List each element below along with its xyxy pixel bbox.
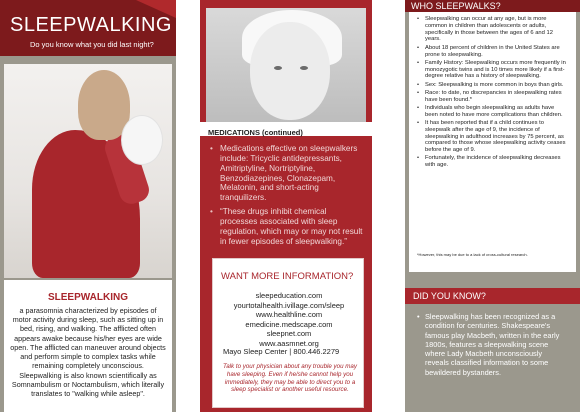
info-heading: WANT MORE INFORMATION? [221,271,354,282]
child-face-shape [250,22,330,120]
main-title: SLEEPWALKING [10,14,172,36]
list-item: • Sex: Sleepwalking is more common in boys than girls. [417,82,567,89]
did-you-know-bar [405,288,580,304]
child-photo [206,8,366,122]
info-box [212,258,364,408]
list-item: • About 18 percent of children in the United States are prone to sleepwalking. [417,45,567,59]
facts-list [417,16,567,171]
girl-hair-shape [78,70,130,140]
resource-link[interactable]: yourtotalhealth.ivillage.com/sleep [233,300,345,310]
resource-link[interactable]: sleepeducation.com [255,291,323,300]
main-subtitle: Do you know what you did last night? [30,40,154,49]
panel-sleepwalking [0,0,176,412]
list-item: • Sleepwalking has been recognized as a condition for centuries. Shakespeare's famous play Macbeth, written in the early 1800s, features a sleepwalking scene where Lady Macbeth unconsciously reveals classified information to some bewildered bystanders. [417,312,567,377]
physician-note: Talk to your physician about any trouble you may have sleeping. Even if he/she cannot help you immediately, they may be able to direct you to a sleep specialist or another useful resource. [223,363,357,394]
plush-toy-shape [122,116,162,164]
who-header-bar [405,0,580,12]
definition-body: a parasomnia characterized by episodes of motor activity during sleep, such as sitting up in bed, rising, and walking. The afflicted often appears awake because his/her eyes are wide open. The afflicted can maneuver around objects and perform simple to complex tasks while remaining completely unconscious. Sleepwalking is also known scientifically as Somnambulism or Noctambulism, which literally translates to "walking while asleep". [10,306,166,398]
resource-link[interactable]: emedicine.medscape.com [245,319,333,329]
list-item: • “These drugs inhibit chemical processes associated with sleep regulation, which may or may not result in fewer episodes of sleepwalking.” [210,207,366,246]
resource-link[interactable]: sleepnet.com [266,329,312,339]
panel-medications [200,0,372,412]
list-item: • Race: to date, no discrepancies in sleepwalking rates have been found.* [417,90,567,104]
title-bar [0,0,176,56]
list-item: • Sleepwalking can occur at any age, but is more common in children than adolescents or adults, specifically in those between the ages of 6 and 12 years. [417,16,567,43]
who-heading: WHO SLEEPWALKS? [411,1,501,11]
list-item: • It has been reported that if a child continues to sleepwalk after the age of 9, the incidence of sleepwalking in adulthood increases by 75 percent, as compared to those whose sleepwalking activity ceases before the age of 9. [417,120,567,154]
resource-link[interactable]: www.healthline.com [255,310,323,320]
panel-who-sleepwalks [405,0,580,412]
list-item: • Family History: Sleepwalking occurs more frequently in monozygotic twins and is 10 times more likely if a first-degree relative has a history of sleepwalking. [417,60,567,80]
resource-links [213,291,365,349]
medications-list [210,144,366,250]
child-eye-right [300,66,308,70]
footnote: *However, this may be due to a lack of cross-cultural research. [417,252,528,257]
girl-photo [4,64,172,278]
medications-heading: MEDICATIONS (continued) [208,128,303,137]
list-item: • Fortunately, the incidence of sleepwalking decreases with age. [417,155,567,169]
did-you-know-heading: DID YOU KNOW? [413,291,486,301]
list-item: • Individuals who begin sleepwalking as adults have been noted to have more complications than children. [417,105,567,119]
resource-link[interactable]: www.aasmnet.org [259,338,319,348]
sleep-center-contact: Mayo Sleep Center | 800.446.2279 [223,347,340,356]
child-eye-left [274,66,282,70]
list-item: • Medications effective on sleepwalkers include: Tricyclic antidepressants, Amitriptyline, Nortriptyline, Benzodiazepines, Clonazepam, Melatonin, and short-acting tranquilizers. [210,144,366,203]
did-you-know-list [417,312,567,377]
definition-heading: SLEEPWALKING [47,292,128,303]
